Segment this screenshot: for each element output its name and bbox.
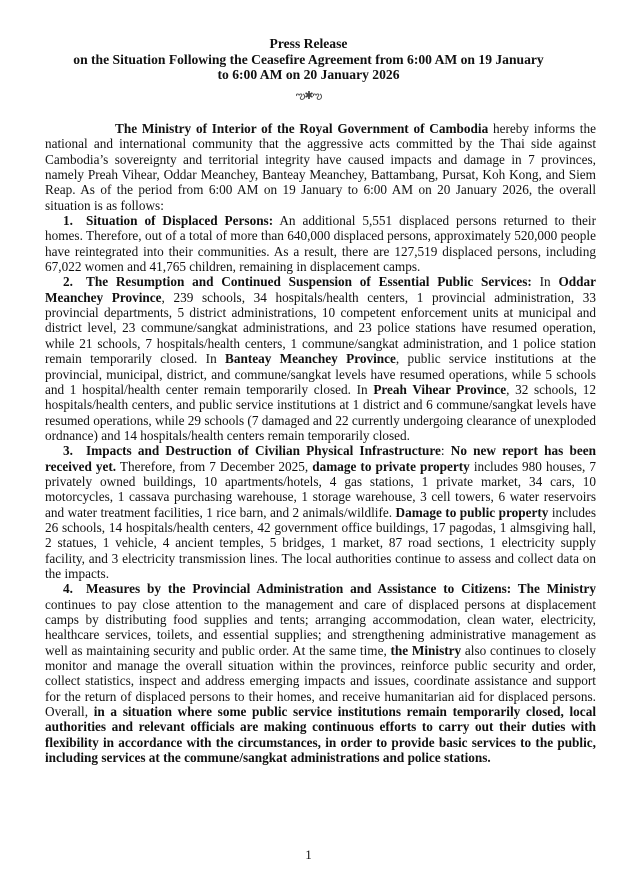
intro-paragraph xyxy=(45,121,596,213)
bold-phrase: damage to private property xyxy=(312,458,470,474)
section-title: Situation of Displaced Persons: xyxy=(86,213,274,229)
section-text: includes 980 houses, 7 privately owned buildings, 10 apartments/hotels, 4 gas stations, 1 private market, 34 cars, 10 motorcycles, 1 cassava purchasing warehouse, 1 storage warehouse, 3 cell towers, 6 water reservoirs and water treatment facilities, 1 rice barn, and 2 animals/wildlife. xyxy=(45,458,596,520)
document-body xyxy=(45,121,596,765)
section-title: The Resumption and Continued Suspension of Essential Public Services: xyxy=(86,274,532,290)
section-text: Therefore, from 7 December 2025, xyxy=(116,458,313,474)
bold-phrase: in a situation where some public service institutions remain temporarily closed, local authorities and relevant officials are making continuous efforts to carry out their duties with flexibility in accordance with the circumstances, in order to provide basic services to the public, including services at the commune/sangkat administrations and police stations. xyxy=(45,704,596,766)
section-text: : xyxy=(440,443,451,459)
section-title: Measures by the Provincial Administration and Assistance to Citizens: The Ministry xyxy=(86,581,596,597)
section-1 xyxy=(45,213,596,274)
province-name: Oddar Meanchey Province xyxy=(45,274,596,305)
bold-phrase: No new report has been received yet. xyxy=(45,443,596,474)
section-text: , public service institutions at the provincial, municipal, district, and commune/sangkat levels have resumed operations, while 5 schools and 1 hospital/health center remain temporarily closed. In xyxy=(45,351,596,397)
bold-phrase: the Ministry xyxy=(390,642,462,658)
intro-bold-lead: The Ministry of Interior of the Royal Government of Cambodia xyxy=(115,121,489,136)
section-number: 1. xyxy=(63,213,73,229)
floral-ornament-icon: ఌ✱ఌ xyxy=(295,90,322,102)
section-text: includes 26 schools, 14 hospitals/health centers, 42 government office buildings, 17 pagodas, 1 almsgiving hall, 2 statues, 1 vehicle, 4 ancient temples, 5 bridges, 1 market, 87 road sections, 1 electricity supply facility, and 3 electricity transmission lines. The local authorities continue to assess and collect data on the impacts. xyxy=(45,504,597,581)
section-text: , 239 schools, 34 hospitals/health centers, 1 provincial administration, 33 provincial departments, 5 district administrations, 10 competent enforcement units at municipal and district level, 23 commune/sangkat administrations, and 23 police stations have resumed operation, while 21 schools, 7 hospitals/health centers, 1 commune/sangkat administration, and 1 police station remain temporarily closed. In xyxy=(45,289,596,367)
section-text: In xyxy=(531,274,559,290)
section-text: , 32 schools, 12 hospitals/health centers, and public service institutions at 1 district and 6 commune/sangkat levels have resumed operations, while 29 schools (7 damaged and 22 currently undergoing clearance of unexploded ordnance) and 14 hospitals/health centers remain temporarily closed. xyxy=(45,381,596,443)
section-text: also continues to closely monitor and manage the overall situation within the provinces, reinforce public security and order, collect statistics, inspect and address emerging impacts and issues, coordinate assistance and support for the return of displaced persons to their homes, and receive humanitarian aid for displaced persons. Overall, xyxy=(45,642,596,720)
section-number: 4. xyxy=(63,581,73,597)
section-title: Impacts and Destruction of Civilian Physical Infrastructure xyxy=(86,443,441,459)
document-subtitle-line-2: to 6:00 AM on 20 January 2026 xyxy=(217,67,400,82)
province-name: Preah Vihear Province xyxy=(373,381,507,397)
intro-text: hereby informs the national and international community that the aggressive acts committed by the Thai side against Cambodia’s sovereignty and territorial integrity have caused impacts and damage in 7 provinces, namely Preah Vihear, Oddar Meanchey, Banteay Meanchey, Battambang, Pursat, Koh Kong, and Siem Reap. As of the period from 6:00 AM on 19 January to 6:00 AM on 20 January 2026, the overall situation is as follows: xyxy=(45,121,596,213)
section-3 xyxy=(45,443,596,581)
document-subtitle-line-1: on the Situation Following the Ceasefire Agreement from 6:00 AM on 19 January xyxy=(73,52,544,67)
section-number: 3. xyxy=(63,443,73,459)
section-number: 2. xyxy=(63,274,73,290)
document-title: Press Release xyxy=(269,36,348,51)
page-number: 1 xyxy=(305,847,312,862)
section-2 xyxy=(45,274,596,443)
section-text: continues to pay close attention to the management and care of displaced persons at displacement camps by distributing food supplies and tents; arranging accommodation, clean water, electricity, healthcare services, toilets, and essential supplies; and strengthening administrative management as well as maintaining security and public order. At the same time, xyxy=(45,596,596,658)
section-text: An additional 5,551 displaced persons returned to their homes. Therefore, out of a total of more than 640,000 displaced persons, approximately 520,000 people have reintegrated into their communities. As a result, there are 127,519 displaced persons, including 67,022 women and 41,765 children, remaining in displacement camps. xyxy=(45,213,597,275)
province-name: Banteay Meanchey Province xyxy=(225,351,396,367)
section-4 xyxy=(45,581,596,765)
bold-phrase: Damage to public property xyxy=(395,504,549,520)
